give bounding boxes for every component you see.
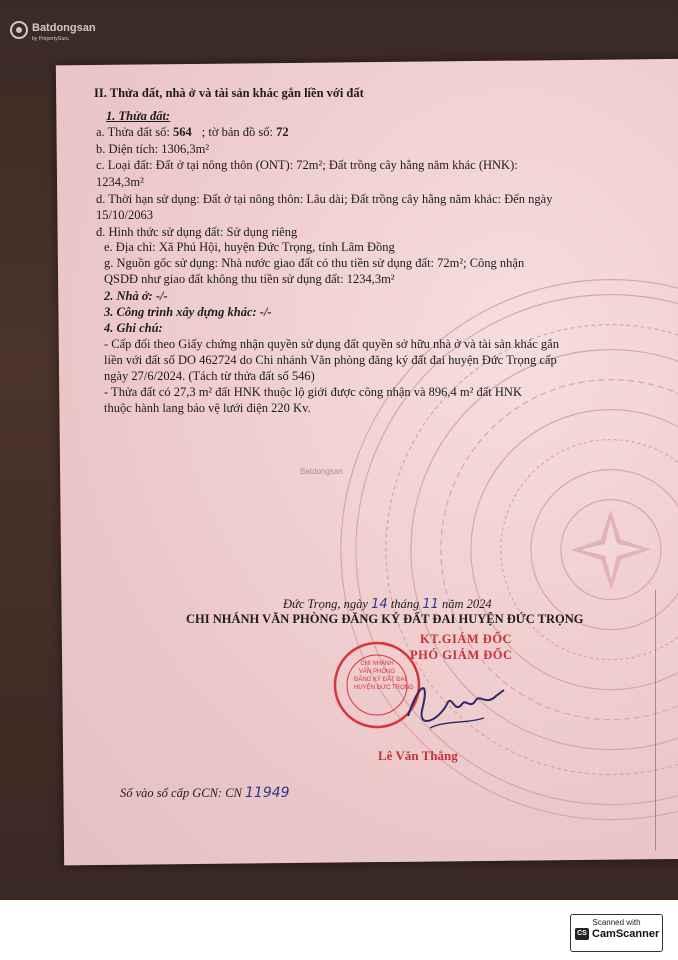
signer-name: Lê Văn Thắng <box>378 748 458 763</box>
origin-line-2: QSDĐ như giao đất không thu tiền sử dụng đất: 1234,3m² <box>104 272 395 286</box>
issuing-office: CHI NHÁNH VĂN PHÒNG ĐĂNG KÝ ĐẤT ĐAI HUYỆN ĐỨC TRỌNG <box>186 612 584 626</box>
stamp-line-4: HUYỆN ĐỨC TRỌNG <box>354 685 414 691</box>
place-date <box>283 597 492 612</box>
registry-number: 11949 <box>245 785 290 801</box>
use-form-line: đ. Hình thức sử dụng đất: Sử dụng riêng <box>96 225 298 239</box>
camscanner-logo-icon: CS <box>575 928 589 940</box>
camscanner-scanned-with: Scanned with <box>592 918 641 927</box>
registry-line <box>120 786 290 801</box>
camscanner-badge <box>570 914 663 952</box>
sheet-number: 72 <box>276 125 289 139</box>
stamp-line-1: CHI NHÁNH <box>360 661 394 667</box>
stamp-line-2: VĂN PHÒNG <box>358 669 395 675</box>
other-works-heading: 3. Công trình xây dựng khác: -/- <box>104 305 272 319</box>
registry-label: Số vào sổ cấp GCN: CN <box>120 786 245 800</box>
role-deputy-director-prefix: KT.GIÁM ĐỐC <box>420 632 513 646</box>
heading-land-parcel: 1. Thửa đất: <box>106 109 171 123</box>
date-year: năm 2024 <box>438 597 492 611</box>
stamp-line-3: ĐĂNG KÝ ĐẤT ĐAI <box>354 677 407 683</box>
parcel-number: 564 <box>173 125 192 139</box>
handwritten-signature <box>400 670 510 740</box>
address-line: e. Địa chỉ: Xã Phú Hội, huyện Đức Trọng, tỉnh Lâm Đồng <box>104 240 395 254</box>
origin-line-1: g. Nguồn gốc sử dụng: Nhà nước giao đất có thu tiền sử dụng đất: 72m²; Công nhận <box>104 256 525 270</box>
note-line-4: - Thửa đất có 27,3 m² đất HNK thuộc lộ giới được công nhận và 896,4 m² đất HNK <box>104 385 522 399</box>
camscanner-brand: CamScanner <box>592 928 660 940</box>
date-month: 11 <box>422 597 439 612</box>
area-line: b. Diện tích: 1306,3m² <box>96 142 210 156</box>
land-type-line-1: c. Loại đất: Đất ở tại nông thôn (ONT): 72m²; Đất trồng cây hằng năm khác (HNK): <box>96 158 518 172</box>
house-heading: 2. Nhà ở: -/- <box>104 289 168 303</box>
role-deputy-director: PHÓ GIÁM ĐỐC <box>410 648 513 662</box>
center-watermark: Batdongsan <box>300 467 343 476</box>
note-line-5: thuộc hành lang bảo vệ lưới điện 220 Kv. <box>104 401 311 415</box>
land-type-line-2: 1234,3m² <box>96 175 144 189</box>
parcel-label: a. Thửa đất số: <box>96 125 174 139</box>
date-prefix: Đức Trọng, ngày <box>283 597 372 611</box>
camscanner-brand-row <box>575 928 662 940</box>
watermark-brand: Batdongsan <box>32 22 96 34</box>
sheet-label: ; tờ bản đồ số: <box>201 125 277 139</box>
section-title: II. Thửa đất, nhà ở và tài sản khác gắn liền với đất <box>94 86 364 100</box>
parcel-number-line <box>96 125 289 140</box>
watermark-sub: by PropertyGuru <box>32 36 69 42</box>
note-line-3: ngày 27/6/2024. (Tách từ thửa đất số 546) <box>104 369 315 383</box>
date-day: 14 <box>371 597 388 612</box>
term-line-1: d. Thời hạn sử dụng: Đất ở tại nông thôn: Lâu dài; Đất trồng cây hằng năm khác: Đến ngày <box>96 192 553 206</box>
notes-heading: 4. Ghi chú: <box>104 321 163 335</box>
date-month-label: tháng <box>387 597 423 611</box>
stamp-text <box>354 660 414 692</box>
note-line-1: - Cấp đổi theo Giấy chứng nhận quyền sử dụng đất quyền sở hữu nhà ở và tài sản khác gắn <box>104 337 559 351</box>
note-line-2: liền với đất số DO 462724 do Chi nhánh Văn phòng đăng ký đất đai huyện Đức Trọng cấp <box>104 353 557 367</box>
term-line-2: 15/10/2063 <box>96 208 153 222</box>
